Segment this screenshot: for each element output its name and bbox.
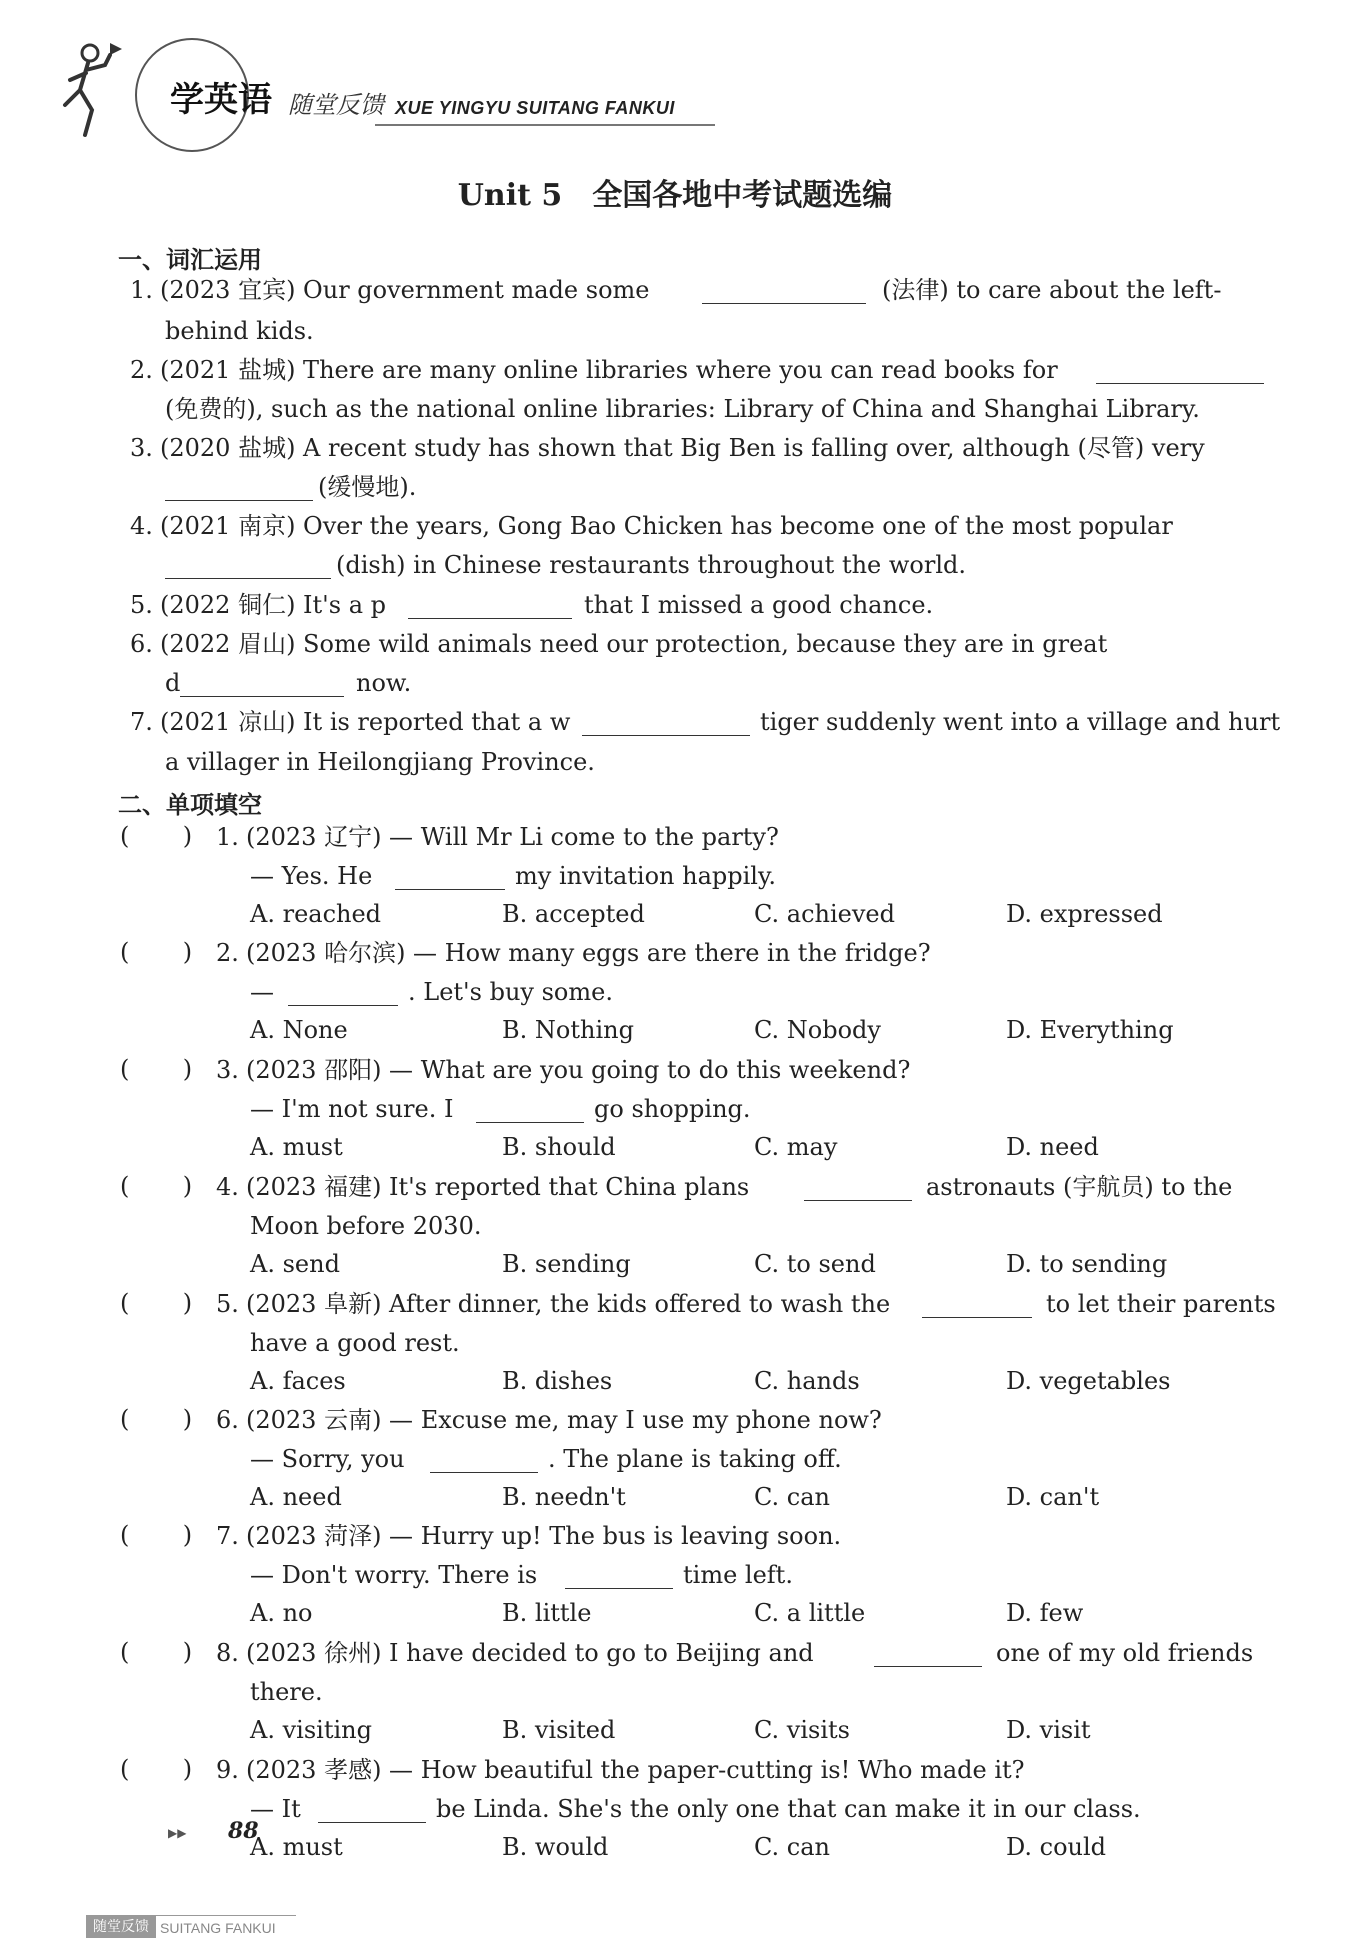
answer-blank[interactable]	[395, 865, 505, 890]
question-text: — Don't worry. There is	[250, 1561, 538, 1589]
question-text: . The plane is taking off.	[548, 1445, 842, 1473]
question-text: (dish) in Chinese restaurants throughout the world.	[336, 551, 967, 579]
question-number: 6.	[130, 630, 153, 658]
answer-option[interactable]: A. must	[250, 1133, 343, 1161]
question-number: 3.	[216, 1056, 239, 1084]
question-text: there.	[250, 1678, 323, 1706]
runner-logo-icon	[50, 35, 140, 140]
answer-option[interactable]: C. a little	[754, 1599, 866, 1627]
answer-blank[interactable]	[804, 1176, 912, 1201]
header	[50, 30, 690, 140]
answer-blank[interactable]	[565, 1564, 673, 1589]
question-number: 1.	[130, 276, 153, 304]
question-number: 4.	[130, 512, 153, 540]
answer-option[interactable]: D. vegetables	[1006, 1367, 1171, 1395]
question-text: — Sorry, you	[250, 1445, 405, 1473]
question-text: (2022 铜仁) It's a p	[160, 591, 387, 619]
question-text: (2023 辽宁) — Will Mr Li come to the party?	[246, 823, 779, 851]
question-number: 7.	[216, 1522, 239, 1550]
question-text: (2023 阜新) After dinner, the kids offered to wash the	[246, 1290, 891, 1318]
question-text: a villager in Heilongjiang Province.	[165, 748, 595, 776]
question-text: (2021 南京) Over the years, Gong Bao Chicken has become one of the most popular	[160, 512, 1173, 540]
answer-option[interactable]: B. sending	[502, 1250, 631, 1278]
question-text: (2023 云南) — Excuse me, may I use my phone now?	[246, 1406, 882, 1434]
answer-option[interactable]: A. faces	[250, 1367, 346, 1395]
footer-tag: 随堂反馈	[86, 1916, 156, 1938]
answer-option[interactable]: C. hands	[754, 1367, 860, 1395]
question-text: to let their parents	[1046, 1290, 1276, 1318]
answer-option[interactable]: D. expressed	[1006, 900, 1163, 928]
answer-blank-wrap	[804, 1176, 912, 1208]
question-number: 2.	[216, 939, 239, 967]
answer-blank[interactable]	[318, 1798, 426, 1823]
question-number: 6.	[216, 1406, 239, 1434]
answer-blank[interactable]	[582, 711, 750, 736]
question-text: (法律) to care about the left-	[882, 276, 1222, 304]
question-text: (2023 宜宾) Our government made some	[160, 276, 650, 304]
question-text: (2023 菏泽) — Hurry up! The bus is leaving soon.	[246, 1522, 842, 1550]
answer-option[interactable]: D. could	[1006, 1833, 1107, 1861]
answer-option[interactable]: A. reached	[250, 900, 382, 928]
brand-title: 学英语	[170, 80, 272, 120]
answer-option[interactable]: A. no	[250, 1599, 313, 1627]
answer-option[interactable]: C. visits	[754, 1716, 850, 1744]
answer-blank-wrap	[922, 1293, 1032, 1325]
question-text: behind kids.	[165, 317, 314, 345]
question-text: (免费的), such as the national online libraries: Library of China and Shanghai Library.	[165, 395, 1200, 423]
answer-option[interactable]: B. should	[502, 1133, 616, 1161]
answer-blank-wrap	[318, 1798, 426, 1830]
question-text: (2022 眉山) Some wild animals need our protection, because they are in great	[160, 630, 1108, 658]
answer-parentheses[interactable]: ( )	[120, 938, 193, 966]
question-text: (2023 邵阳) — What are you going to do this weekend?	[246, 1056, 911, 1084]
question-text: (2021 凉山) It is reported that a w	[160, 708, 571, 736]
question-text: Moon before 2030.	[250, 1212, 482, 1240]
question-text: (2023 哈尔滨) — How many eggs are there in the fridge?	[246, 939, 931, 967]
question-number: 3.	[130, 434, 153, 462]
answer-option[interactable]: D. few	[1006, 1599, 1084, 1627]
brand-pinyin: XUE YINGYU SUITANG FANKUI	[395, 98, 675, 118]
answer-option[interactable]: C. achieved	[754, 900, 895, 928]
answer-parentheses[interactable]: ( )	[120, 1055, 193, 1083]
answer-blank-wrap	[288, 981, 398, 1013]
question-number: 9.	[216, 1756, 239, 1784]
question-number: 1.	[216, 823, 239, 851]
answer-option[interactable]: D. Everything	[1006, 1016, 1174, 1044]
answer-blank[interactable]	[288, 981, 398, 1006]
answer-option[interactable]: B. visited	[502, 1716, 616, 1744]
answer-option[interactable]: B. needn't	[502, 1483, 626, 1511]
answer-blank[interactable]	[165, 554, 331, 579]
answer-option[interactable]: B. accepted	[502, 900, 645, 928]
answer-parentheses[interactable]: ( )	[120, 1289, 193, 1317]
answer-blank[interactable]	[922, 1293, 1032, 1318]
brand-subtitle: 随堂反馈	[288, 91, 384, 119]
question-text: tiger suddenly went into a village and hurt	[760, 708, 1281, 736]
answer-blank[interactable]	[1096, 359, 1264, 384]
answer-blank-wrap	[395, 865, 505, 897]
answer-parentheses[interactable]: ( )	[120, 822, 193, 850]
answer-option[interactable]: D. can't	[1006, 1483, 1100, 1511]
question-number: 8.	[216, 1639, 239, 1667]
question-number: 2.	[130, 356, 153, 384]
question-text: (2023 福建) It's reported that China plans	[246, 1173, 750, 1201]
answer-option[interactable]: B. would	[502, 1833, 609, 1861]
answer-blank-wrap	[430, 1448, 538, 1480]
answer-parentheses[interactable]: ( )	[120, 1172, 193, 1200]
question-text: be Linda. She's the only one that can make it in our class.	[436, 1795, 1141, 1823]
answer-blank[interactable]	[702, 279, 866, 304]
section-heading-multiple-choice: 二、单项填空	[118, 791, 262, 819]
page-title: Unit 5 全国各地中考试题选编	[457, 178, 893, 213]
answer-blank[interactable]	[180, 672, 344, 697]
question-text: (缓慢地).	[318, 473, 417, 501]
question-number: 5.	[130, 591, 153, 619]
question-text: go shopping.	[594, 1095, 751, 1123]
question-number: 5.	[216, 1290, 239, 1318]
answer-option[interactable]: A. None	[250, 1016, 348, 1044]
question-text: — It	[250, 1795, 301, 1823]
question-text: that I missed a good chance.	[584, 591, 934, 619]
question-text: one of my old friends	[996, 1639, 1254, 1667]
answer-option[interactable]: D. to sending	[1006, 1250, 1168, 1278]
answer-option[interactable]: A. must	[250, 1833, 343, 1861]
answer-option[interactable]: B. little	[502, 1599, 592, 1627]
answer-option[interactable]: D. need	[1006, 1133, 1099, 1161]
question-text: astronauts (宇航员) to the	[926, 1173, 1233, 1201]
answer-blank-wrap	[476, 1098, 584, 1130]
question-number: 7.	[130, 708, 153, 736]
answer-option[interactable]: B. dishes	[502, 1367, 613, 1395]
question-text: d	[165, 669, 181, 697]
question-text: . Let's buy some.	[408, 978, 613, 1006]
answer-parentheses[interactable]: ( )	[120, 1638, 193, 1666]
question-text: now.	[356, 669, 412, 697]
footer-tag-en: SUITANG FANKUI	[160, 1920, 276, 1936]
page-number: 88	[228, 1818, 259, 1844]
answer-option[interactable]: C. may	[754, 1133, 838, 1161]
answer-option[interactable]: C. can	[754, 1483, 830, 1511]
answer-parentheses[interactable]: ( )	[120, 1755, 193, 1783]
answer-blank[interactable]	[874, 1642, 982, 1667]
question-text: (2020 盐城) A recent study has shown that Big Ben is falling over, although (尽管) very	[160, 434, 1205, 462]
question-text: (2023 徐州) I have decided to go to Beijing and	[246, 1639, 814, 1667]
question-text: — I'm not sure. I	[250, 1095, 454, 1123]
question-text: (2023 孝感) — How beautiful the paper-cutting is! Who made it?	[246, 1756, 1025, 1784]
section-heading-vocabulary: 一、词汇运用	[118, 246, 262, 274]
answer-option[interactable]: D. visit	[1006, 1716, 1091, 1744]
answer-parentheses[interactable]: ( )	[120, 1405, 193, 1433]
answer-option[interactable]: C. Nobody	[754, 1016, 881, 1044]
question-text: my invitation happily.	[515, 862, 776, 890]
answer-option[interactable]: B. Nothing	[502, 1016, 634, 1044]
answer-blank[interactable]	[165, 476, 313, 501]
question-text: time left.	[683, 1561, 793, 1589]
arrow-icon: ▶▶	[168, 1826, 187, 1840]
answer-option[interactable]: A. send	[250, 1250, 340, 1278]
question-number: 4.	[216, 1173, 239, 1201]
header-rule	[375, 124, 715, 126]
question-text: — Yes. He	[250, 862, 373, 890]
answer-blank[interactable]	[476, 1098, 584, 1123]
answer-option[interactable]: C. to send	[754, 1250, 876, 1278]
answer-blank-wrap	[565, 1564, 673, 1596]
answer-blank[interactable]	[430, 1448, 538, 1473]
answer-option[interactable]: C. can	[754, 1833, 830, 1861]
answer-option[interactable]: A. visiting	[250, 1716, 372, 1744]
answer-blank-wrap	[874, 1642, 982, 1674]
question-text: (2021 盐城) There are many online libraries where you can read books for	[160, 356, 1058, 384]
question-text: have a good rest.	[250, 1329, 460, 1357]
answer-option[interactable]: A. need	[250, 1483, 342, 1511]
question-text: —	[250, 978, 274, 1006]
answer-parentheses[interactable]: ( )	[120, 1521, 193, 1549]
answer-blank[interactable]	[408, 594, 572, 619]
